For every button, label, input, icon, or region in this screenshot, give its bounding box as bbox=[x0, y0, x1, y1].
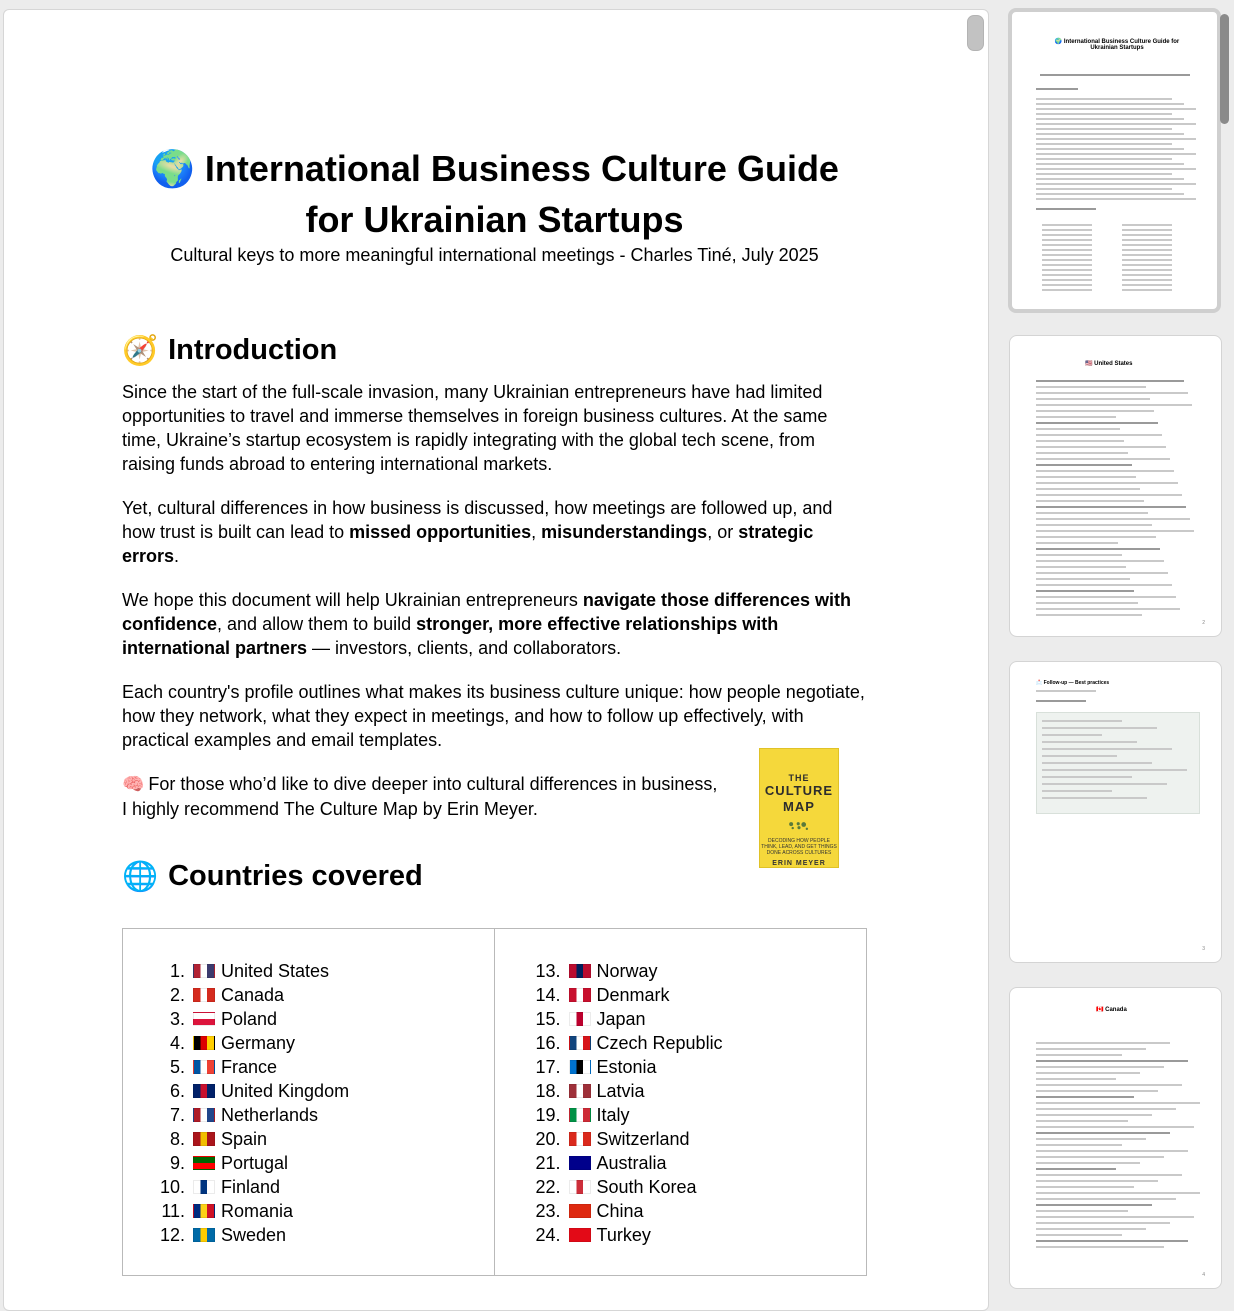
thumbnail-text-line bbox=[1036, 554, 1122, 556]
thumbnail-text-line bbox=[1036, 1084, 1182, 1086]
country-number: 16. bbox=[535, 1033, 561, 1053]
country-list-item bbox=[157, 1007, 494, 1031]
thumbnail-text-line bbox=[1036, 1222, 1170, 1224]
country-name: Portugal bbox=[221, 1153, 289, 1173]
thumbnail-text-line bbox=[1036, 1234, 1122, 1236]
thumbnail-text-line bbox=[1036, 386, 1146, 388]
thumbnail-text-line bbox=[1036, 506, 1186, 508]
document-page bbox=[3, 9, 989, 1311]
country-list-item bbox=[157, 1031, 494, 1055]
countries-heading-text: Countries covered bbox=[168, 860, 423, 892]
flag-icon bbox=[193, 1204, 215, 1218]
country-name: United Kingdom bbox=[221, 1081, 350, 1101]
flag-icon bbox=[569, 988, 591, 1002]
country-name: Romania bbox=[221, 1201, 294, 1221]
thumbnail-text-line bbox=[1036, 518, 1190, 520]
country-list-item bbox=[157, 959, 494, 983]
country-list-item bbox=[533, 983, 867, 1007]
thumbnail-text-line bbox=[1042, 720, 1122, 722]
flag-icon bbox=[569, 1156, 591, 1170]
thumbnail-text-line bbox=[1042, 755, 1117, 757]
country-name: United States bbox=[221, 961, 330, 981]
thumbnail-text-line bbox=[1036, 434, 1162, 436]
country-number: 6. bbox=[169, 1081, 185, 1101]
country-name: Latvia bbox=[596, 1081, 645, 1101]
thumbnail-text-line bbox=[1036, 158, 1172, 160]
country-list-item bbox=[157, 1055, 494, 1079]
thumbnail-text-line bbox=[1042, 279, 1092, 281]
country-number: 21. bbox=[535, 1153, 561, 1173]
flag-icon bbox=[569, 1132, 591, 1146]
thumbnail-page-4[interactable]: 🇨🇦 Canada 4 bbox=[1009, 987, 1222, 1289]
thumbnail-text-line bbox=[1036, 1060, 1188, 1062]
thumbnail-text-line bbox=[1036, 198, 1196, 200]
country-list-item bbox=[157, 1151, 494, 1175]
thumbnail-text-line bbox=[1036, 1198, 1176, 1200]
thumbnail-text-line bbox=[1042, 224, 1092, 226]
thumbnail-text-line bbox=[1036, 690, 1096, 692]
country-number: 2. bbox=[169, 985, 185, 1005]
thumbnail-text-line bbox=[1036, 476, 1136, 478]
thumbnail-text-line bbox=[1036, 1054, 1122, 1056]
thumbnail-text-line bbox=[1036, 530, 1194, 532]
thumbnail-page-3[interactable]: 📩 Follow-up — Best practices 3 bbox=[1009, 661, 1222, 963]
thumbnail-text-line bbox=[1036, 578, 1130, 580]
thumbnail-text-line bbox=[1036, 542, 1118, 544]
thumbnail-text-line bbox=[1122, 259, 1172, 261]
thumbnail-text-line bbox=[1036, 1168, 1116, 1170]
thumbnail-text-line bbox=[1036, 404, 1192, 406]
countries-table bbox=[122, 928, 867, 1276]
flag-icon bbox=[193, 1036, 215, 1050]
thumbnail-text-line bbox=[1036, 566, 1126, 568]
thumbnail-text-line bbox=[1042, 249, 1092, 251]
thumbnails-scrollbar-thumb[interactable] bbox=[1220, 14, 1229, 124]
country-list-item bbox=[533, 1151, 867, 1175]
thumbnail-text-line bbox=[1040, 74, 1190, 76]
thumbnail-text-line bbox=[1036, 464, 1132, 466]
thumbnail-text-line bbox=[1036, 133, 1184, 135]
thumbnail-text-line bbox=[1036, 173, 1172, 175]
thumbnail-text-line bbox=[1036, 153, 1196, 155]
country-name: Sweden bbox=[221, 1225, 287, 1245]
thumbnail-text-line bbox=[1036, 700, 1086, 702]
thumbnail-text-line bbox=[1122, 279, 1172, 281]
thumbnail-text-line bbox=[1036, 524, 1152, 526]
flag-icon bbox=[569, 1012, 591, 1026]
thumbnail-text-line bbox=[1036, 1162, 1140, 1164]
thumbnail-text-line bbox=[1036, 1240, 1188, 1242]
thumbnail-text-line bbox=[1036, 548, 1160, 550]
thumbnail-text-line bbox=[1036, 128, 1172, 130]
thumbnail-text-line bbox=[1036, 488, 1140, 490]
country-list-item bbox=[157, 1103, 494, 1127]
thumbnail-text-line bbox=[1036, 458, 1170, 460]
country-list-item bbox=[533, 1223, 867, 1247]
thumbnail-text-line bbox=[1042, 734, 1102, 736]
flag-icon bbox=[193, 1228, 215, 1242]
thumbnail-text-line bbox=[1036, 482, 1178, 484]
thumbnail-text-line bbox=[1036, 178, 1184, 180]
country-number: 17. bbox=[535, 1057, 561, 1077]
thumbnail-text-line bbox=[1036, 148, 1184, 150]
thumbnail-text-line bbox=[1036, 470, 1174, 472]
thumbnail-text-line bbox=[1036, 1066, 1164, 1068]
thumbnail-text-line bbox=[1036, 1090, 1158, 1092]
world-map-icon bbox=[769, 821, 829, 832]
thumbnail-text-line bbox=[1122, 274, 1172, 276]
country-list-item bbox=[533, 1199, 867, 1223]
country-name: Finland bbox=[221, 1177, 281, 1197]
thumbnail-page-2[interactable]: 🇺🇸 United States 2 bbox=[1009, 335, 1222, 637]
thumbnail-text-line bbox=[1036, 560, 1164, 562]
country-list-item bbox=[157, 1079, 494, 1103]
country-number: 23. bbox=[535, 1201, 561, 1221]
thumbnail-text-line bbox=[1036, 572, 1168, 574]
flag-icon bbox=[193, 1084, 215, 1098]
thumbnail-text-line bbox=[1042, 741, 1137, 743]
country-name: Estonia bbox=[596, 1057, 657, 1077]
thumbnail-text-line bbox=[1122, 284, 1172, 286]
thumbnail-text-line bbox=[1036, 422, 1158, 424]
flag-icon bbox=[193, 1180, 215, 1194]
country-number: 24. bbox=[535, 1225, 561, 1245]
flag-icon bbox=[569, 1228, 591, 1242]
country-name: China bbox=[596, 1201, 644, 1221]
intro-paragraph-1: Since the start of the full-scale invasion, many Ukrainian entrepreneurs have had limited opportunities to travel and immerse themselves in foreign business cultures. At the same time, Ukraine’s startup ecosystem is rapidly integrating with the global tech scene, from raising funds abroad to entering international markets. bbox=[122, 382, 828, 474]
thumbnail-text-line bbox=[1036, 1216, 1194, 1218]
thumbnail-text-line bbox=[1036, 602, 1138, 604]
thumbnail-page-1[interactable]: 🌍 International Business Culture Guide for Ukrainian Startups bbox=[1008, 8, 1221, 313]
thumbnail-text-line bbox=[1036, 1102, 1200, 1104]
thumbnail-text-line bbox=[1036, 1210, 1128, 1212]
introduction-heading bbox=[122, 332, 337, 368]
culture-map-book-cover: THE CULTURE MAP DECODING HOW PEOPLE THINK, LEAD, AND GET THINGS DONE ACROSS CULTURES ERIN MEYER bbox=[759, 748, 839, 868]
country-list-item bbox=[157, 1223, 494, 1247]
country-name: Spain bbox=[221, 1129, 268, 1149]
country-name: France bbox=[221, 1057, 278, 1077]
thumbnail-text-line bbox=[1036, 138, 1196, 140]
thumbnail-text-line bbox=[1036, 416, 1116, 418]
country-number: 19. bbox=[535, 1105, 561, 1125]
thumbnail-text-line bbox=[1036, 1126, 1194, 1128]
thumbnail-text-line bbox=[1036, 118, 1184, 120]
globe-icon: 🌍 bbox=[150, 149, 195, 190]
thumbnail-text-line bbox=[1036, 536, 1156, 538]
country-list-item bbox=[533, 1103, 867, 1127]
thumbnail-text-line bbox=[1042, 239, 1092, 241]
country-number: 9. bbox=[169, 1153, 185, 1173]
thumbnail-text-line bbox=[1036, 614, 1142, 616]
country-number: 10. bbox=[159, 1177, 185, 1197]
title-line-1: International Business Culture Guide bbox=[204, 148, 839, 189]
thumbnail-text-line bbox=[1036, 428, 1120, 430]
country-number: 20. bbox=[535, 1129, 561, 1149]
thumbnail-text-line bbox=[1036, 500, 1144, 502]
flag-icon bbox=[569, 1204, 591, 1218]
country-list-item bbox=[157, 1127, 494, 1151]
country-name: South Korea bbox=[596, 1177, 697, 1197]
thumbnail-text-line bbox=[1036, 103, 1184, 105]
globe-meridians-icon: 🌐 bbox=[122, 859, 159, 893]
thumbnail-text-line bbox=[1036, 380, 1184, 382]
country-name: Canada bbox=[221, 985, 285, 1005]
thumbnail-text-line bbox=[1042, 259, 1092, 261]
intro-paragraph-3: We hope this document will help Ukrainian entrepreneurs navigate those differences with confidence, and allow them to build stronger, more effective relationships with international partners — investors, clients, and collaborators. bbox=[122, 590, 851, 658]
thumbnail-text-line bbox=[1036, 446, 1166, 448]
thumbnail-text-line bbox=[1042, 274, 1092, 276]
country-number: 11. bbox=[161, 1201, 185, 1221]
thumbnail-text-line bbox=[1036, 1192, 1200, 1194]
thumbnail-text-line bbox=[1036, 183, 1196, 185]
country-list-item bbox=[157, 1199, 494, 1223]
thumbnail-text-line bbox=[1122, 269, 1172, 271]
country-name: Norway bbox=[596, 961, 658, 981]
thumbnail-text-line bbox=[1036, 108, 1196, 110]
country-number: 12. bbox=[159, 1225, 185, 1245]
document-subtitle: Cultural keys to more meaningful international meetings - Charles Tiné, July 2025 bbox=[170, 245, 819, 265]
thumbnail-text-line bbox=[1042, 289, 1092, 291]
thumbnail-text-line bbox=[1036, 596, 1176, 598]
country-name: Switzerland bbox=[596, 1129, 690, 1149]
flag-icon bbox=[569, 1108, 591, 1122]
thumbnail-text-line bbox=[1036, 1132, 1170, 1134]
thumbnail-text-line bbox=[1036, 1228, 1146, 1230]
thumbnail-text-line bbox=[1042, 269, 1092, 271]
thumbnail-text-line bbox=[1036, 1144, 1122, 1146]
country-number: 14. bbox=[535, 985, 561, 1005]
thumbnail-text-line bbox=[1042, 797, 1147, 799]
country-name: Czech Republic bbox=[596, 1033, 723, 1053]
thumbnail-text-line bbox=[1036, 168, 1196, 170]
country-name: Germany bbox=[221, 1033, 296, 1053]
thumbnail-text-line bbox=[1036, 1174, 1182, 1176]
flag-icon bbox=[193, 1060, 215, 1074]
brain-icon: 🧠 bbox=[122, 774, 145, 795]
thumbnail-text-line bbox=[1036, 1150, 1188, 1152]
country-list-item bbox=[533, 1127, 867, 1151]
country-number: 8. bbox=[169, 1129, 185, 1149]
country-list-item bbox=[533, 1055, 867, 1079]
thumbnail-text-line bbox=[1036, 143, 1172, 145]
flag-icon bbox=[193, 1156, 215, 1170]
thumbnail-text-line bbox=[1122, 289, 1172, 291]
thumbnail-text-line bbox=[1036, 1138, 1146, 1140]
country-number: 22. bbox=[535, 1177, 561, 1197]
thumbnail-text-line bbox=[1036, 1204, 1152, 1206]
thumbnail-text-line bbox=[1122, 239, 1172, 241]
thumbnail-text-line bbox=[1036, 494, 1182, 496]
page-scrollbar-thumb[interactable] bbox=[967, 15, 984, 51]
thumbnail-text-line bbox=[1036, 188, 1172, 190]
flag-icon bbox=[193, 1012, 215, 1026]
thumbnail-text-line bbox=[1036, 1186, 1134, 1188]
flag-icon bbox=[193, 1132, 215, 1146]
flag-icon bbox=[569, 964, 591, 978]
thumbnail-text-line bbox=[1036, 113, 1172, 115]
flag-icon bbox=[193, 1108, 215, 1122]
thumbnail-text-line bbox=[1122, 244, 1172, 246]
thumbnail-text-line bbox=[1036, 193, 1184, 195]
thumbnail-text-line bbox=[1036, 398, 1150, 400]
thumbnail-text-line bbox=[1042, 748, 1172, 750]
thumbnail-text-line bbox=[1036, 512, 1148, 514]
thumbnail-text-line bbox=[1036, 392, 1188, 394]
thumbnail-text-line bbox=[1036, 452, 1128, 454]
country-name: Italy bbox=[596, 1105, 630, 1125]
thumbnail-text-line bbox=[1042, 284, 1092, 286]
thumbnail-text-line bbox=[1042, 254, 1092, 256]
country-list-item bbox=[157, 983, 494, 1007]
thumbnail-text-line bbox=[1036, 1048, 1146, 1050]
country-name: Netherlands bbox=[221, 1105, 319, 1125]
thumbnail-text-line bbox=[1122, 264, 1172, 266]
flag-icon bbox=[193, 964, 215, 978]
country-list-item bbox=[533, 1079, 867, 1103]
thumbnail-text-line bbox=[1036, 1114, 1152, 1116]
country-list-item bbox=[533, 1175, 867, 1199]
thumbnail-text-line bbox=[1036, 88, 1078, 90]
countries-column-left bbox=[123, 929, 495, 1275]
country-name: Japan bbox=[596, 1009, 646, 1029]
thumbnail-text-line bbox=[1042, 776, 1132, 778]
thumbnail-text-line bbox=[1036, 98, 1172, 100]
countries-column-right bbox=[495, 929, 867, 1275]
thumbnail-text-line bbox=[1036, 1120, 1128, 1122]
country-name: Turkey bbox=[596, 1225, 651, 1245]
thumbnail-text-line bbox=[1042, 790, 1112, 792]
country-list-item bbox=[533, 1031, 867, 1055]
thumbnail-text-line bbox=[1122, 249, 1172, 251]
thumbnail-text-line bbox=[1036, 410, 1154, 412]
thumbnail-text-line bbox=[1036, 1156, 1164, 1158]
thumbnail-text-line bbox=[1042, 229, 1092, 231]
flag-icon bbox=[193, 988, 215, 1002]
thumbnail-text-line bbox=[1036, 590, 1134, 592]
thumbnail-text-line bbox=[1042, 727, 1157, 729]
thumbnail-text-line bbox=[1122, 254, 1172, 256]
thumbnail-text-line bbox=[1036, 1078, 1116, 1080]
compass-icon: 🧭 bbox=[122, 333, 159, 367]
thumbnail-text-line bbox=[1042, 244, 1092, 246]
intro-paragraph-2: Yet, cultural differences in how business is discussed, how meetings are followed up, and how trust is built can lead to missed opportunities, misunderstandings, or strategic errors. bbox=[122, 498, 833, 566]
title-line-2: for Ukrainian Startups bbox=[305, 199, 684, 240]
country-list-item bbox=[533, 1007, 867, 1031]
introduction-heading-text: Introduction bbox=[168, 334, 338, 366]
intro-paragraph-4: Each country's profile outlines what makes its business culture unique: how people negotiate, how they network, what they expect in meetings, and how to follow up effectively, with practical examples and email templates. bbox=[122, 682, 865, 750]
thumbnail-text-line bbox=[1036, 1246, 1164, 1248]
thumbnail-text-line bbox=[1122, 229, 1172, 231]
thumbnail-text-line bbox=[1122, 234, 1172, 236]
thumbnail-text-line bbox=[1036, 163, 1184, 165]
country-name: Australia bbox=[596, 1153, 667, 1173]
thumbnail-text-line bbox=[1036, 1072, 1140, 1074]
thumbnail-text-line bbox=[1036, 440, 1124, 442]
country-list-item bbox=[533, 959, 867, 983]
page-thumbnails-panel bbox=[993, 0, 1234, 1298]
thumbnail-text-line bbox=[1042, 264, 1092, 266]
countries-heading bbox=[122, 858, 423, 894]
country-number: 7. bbox=[169, 1105, 185, 1125]
country-list-item bbox=[157, 1175, 494, 1199]
thumbnail-text-line bbox=[1036, 608, 1180, 610]
country-number: 18. bbox=[535, 1081, 561, 1101]
country-number: 1. bbox=[169, 961, 185, 981]
thumbnail-text-line bbox=[1042, 769, 1187, 771]
thumbnail-text-line bbox=[1042, 783, 1167, 785]
intro-paragraph-5: 🧠 For those who’d like to dive deeper into cultural differences in business, I highly recommend The Culture Map by Erin Meyer. bbox=[122, 774, 718, 819]
thumbnail-text-line bbox=[1042, 762, 1152, 764]
thumbnail-text-line bbox=[1036, 1180, 1158, 1182]
thumbnail-text-line bbox=[1036, 1108, 1176, 1110]
thumbnail-text-line bbox=[1042, 234, 1092, 236]
country-number: 3. bbox=[169, 1009, 185, 1029]
flag-icon bbox=[569, 1084, 591, 1098]
flag-icon bbox=[569, 1036, 591, 1050]
thumbnail-text-line bbox=[1036, 208, 1096, 210]
country-number: 4. bbox=[169, 1033, 185, 1053]
document-title bbox=[122, 144, 867, 245]
thumbnail-text-line bbox=[1036, 1096, 1134, 1098]
country-number: 5. bbox=[169, 1057, 185, 1077]
country-number: 15. bbox=[535, 1009, 561, 1029]
flag-icon bbox=[569, 1060, 591, 1074]
country-number: 13. bbox=[535, 961, 561, 981]
thumbnail-text-line bbox=[1036, 584, 1172, 586]
country-name: Denmark bbox=[596, 985, 670, 1005]
thumbnail-text-line bbox=[1036, 1042, 1170, 1044]
country-name: Poland bbox=[221, 1009, 278, 1029]
thumbnail-text-line bbox=[1122, 224, 1172, 226]
flag-icon bbox=[569, 1180, 591, 1194]
thumbnail-text-line bbox=[1036, 123, 1196, 125]
